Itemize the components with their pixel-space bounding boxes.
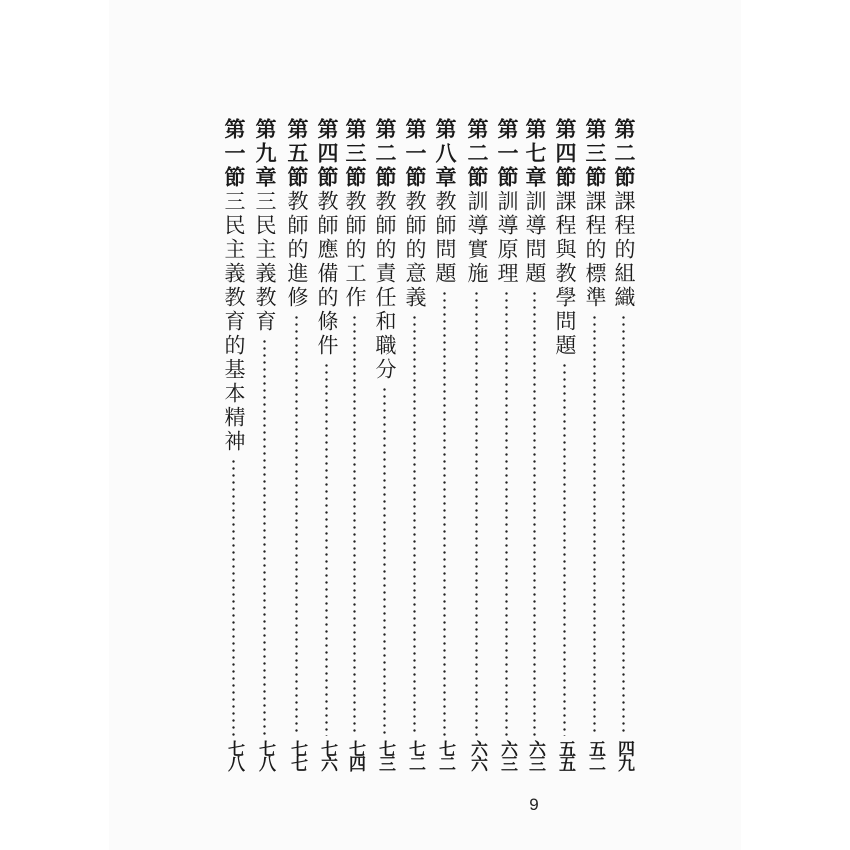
toc-entry-page: 六六 bbox=[467, 740, 487, 770]
toc-entry bbox=[282, 118, 312, 770]
toc-entry-page: 七八 bbox=[224, 740, 244, 770]
leader-dots bbox=[413, 314, 416, 736]
toc-entry-page: 四九 bbox=[614, 740, 634, 770]
leader-dots bbox=[563, 362, 566, 736]
toc-entry-title: 教師的責任和職分 bbox=[373, 190, 397, 382]
leader-dots bbox=[533, 290, 536, 736]
toc-entry bbox=[400, 118, 430, 770]
toc-entry-title: 教師的工作 bbox=[343, 190, 367, 310]
leader-dots bbox=[232, 458, 235, 736]
leader-dots bbox=[505, 290, 508, 736]
toc-entry-title: 訓導實施 bbox=[465, 190, 489, 286]
toc-entry bbox=[520, 118, 550, 770]
toc-entry-heading: 第五節 bbox=[285, 118, 310, 190]
toc-entry-title: 訓導問題 bbox=[523, 190, 547, 286]
toc-entry-page: 七二 bbox=[435, 740, 455, 770]
toc-entry-heading: 第一節 bbox=[403, 118, 428, 190]
leader-dots bbox=[295, 314, 298, 736]
toc-entry bbox=[370, 118, 400, 770]
toc-entry-heading: 第七章 bbox=[523, 118, 548, 190]
toc-entry-title: 課程與教學問題 bbox=[553, 190, 577, 358]
toc-entry-page: 五五 bbox=[555, 740, 575, 770]
toc-entry-page: 七二 bbox=[405, 740, 425, 770]
toc-entry-heading: 第二節 bbox=[373, 118, 398, 190]
toc-entry-heading: 第三節 bbox=[343, 118, 368, 190]
leader-dots bbox=[325, 362, 328, 736]
leader-dots bbox=[263, 338, 266, 736]
toc-entry bbox=[550, 118, 580, 770]
page-number: 9 bbox=[529, 795, 539, 814]
toc-entry bbox=[492, 118, 522, 770]
toc-entry-title: 教師應備的條件 bbox=[315, 190, 339, 358]
leader-dots bbox=[622, 314, 625, 736]
toc-entry-title: 三民主義教育的基本精神 bbox=[222, 190, 246, 454]
toc-entry-heading: 第一節 bbox=[222, 118, 247, 190]
leader-dots bbox=[383, 386, 386, 736]
toc-entry-page: 五二 bbox=[585, 740, 605, 770]
toc-entry-heading: 第九章 bbox=[253, 118, 278, 190]
toc-entry bbox=[580, 118, 610, 770]
leader-dots bbox=[593, 314, 596, 736]
toc-entry-heading: 第二節 bbox=[465, 118, 490, 190]
toc-entry bbox=[250, 118, 280, 770]
toc-entry-heading: 第一節 bbox=[495, 118, 520, 190]
toc-entry-page: 七七 bbox=[287, 740, 307, 770]
leader-dots bbox=[443, 290, 446, 736]
toc-entry bbox=[462, 118, 492, 770]
toc-entry-heading: 第三節 bbox=[583, 118, 608, 190]
leader-dots bbox=[475, 290, 478, 736]
toc-entry bbox=[609, 118, 639, 770]
toc-entry-page: 七四 bbox=[345, 740, 365, 770]
toc-entry bbox=[312, 118, 342, 770]
toc-entry-title: 課程的組織 bbox=[612, 190, 636, 310]
toc-entry-page: 七六 bbox=[317, 740, 337, 770]
toc-entry-heading: 第二節 bbox=[612, 118, 637, 190]
toc-entry-page: 六三 bbox=[497, 740, 517, 770]
toc-entry-title: 訓導原理 bbox=[495, 190, 519, 286]
toc-entry-title: 教師的意義 bbox=[403, 190, 427, 310]
toc-entry-heading: 第四節 bbox=[315, 118, 340, 190]
toc-entry bbox=[340, 118, 370, 770]
toc-entry bbox=[430, 118, 460, 770]
toc-entry-title: 課程的標準 bbox=[583, 190, 607, 310]
toc-entry-title: 教師的進修 bbox=[285, 190, 309, 310]
toc-entry-page: 七三 bbox=[375, 740, 395, 770]
book-page bbox=[109, 0, 741, 850]
toc-entry-title: 教師問題 bbox=[433, 190, 457, 286]
leader-dots bbox=[353, 314, 356, 736]
toc-entry-title: 三民主義教育 bbox=[253, 190, 277, 334]
toc-entry bbox=[219, 118, 249, 770]
toc-entry-page: 七八 bbox=[255, 740, 275, 770]
toc-entry-heading: 第八章 bbox=[433, 118, 458, 190]
toc-entry-page: 六三 bbox=[525, 740, 545, 770]
toc-entry-heading: 第四節 bbox=[553, 118, 578, 190]
